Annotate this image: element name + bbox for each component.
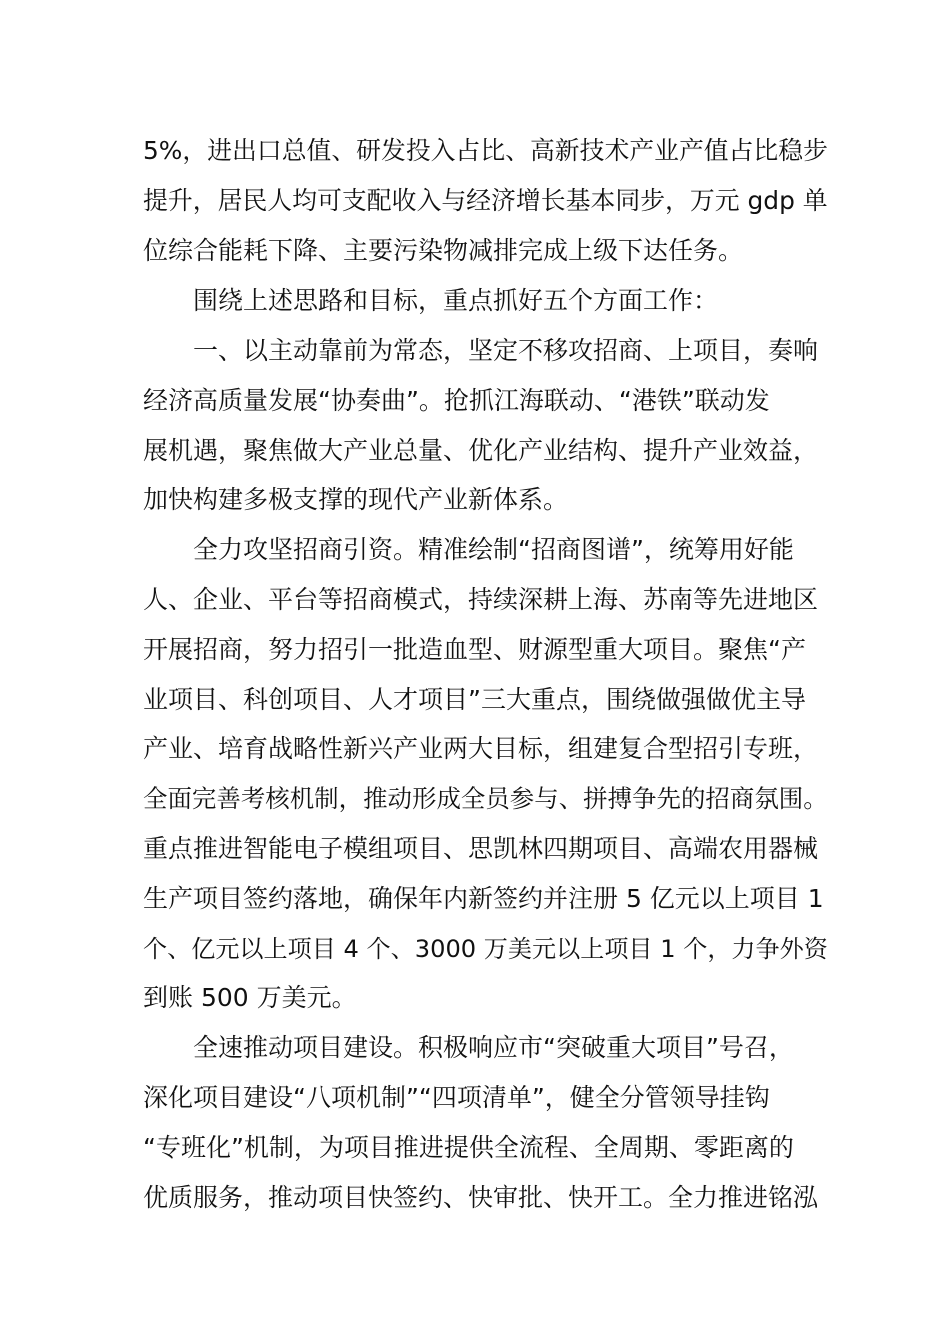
text-line-19: 全速推动项目建设。积极响应市“突破重大项目”号召， <box>193 1033 794 1062</box>
text-line-15: 重点推进智能电子模组项目、思凯林四期项目、高端农用器械 <box>143 834 819 863</box>
text-line-21: “专班化”机制，为项目推进提供全流程、全周期、零距离的 <box>143 1133 794 1162</box>
text-line-12: 业项目、科创项目、人才项目”三大重点，围绕做强做优主导 <box>143 685 806 714</box>
text-line-11: 开展招商，努力招引一批造血型、财源型重大项目。聚焦“产 <box>143 635 806 664</box>
text-line-10: 人、企业、平台等招商模式，持续深耕上海、苏南等先进地区 <box>143 585 819 614</box>
text-line-4: 围绕上述思路和目标，重点抓好五个方面工作： <box>193 286 719 315</box>
text-line-18: 到账 500 万美元。 <box>143 983 357 1012</box>
text-line-6: 经济高质量发展“协奏曲”。抢抓江海联动、“港铁”联动发 <box>143 386 770 415</box>
text-line-7: 展机遇，聚焦做大产业总量、优化产业结构、提升产业效益， <box>143 436 819 465</box>
text-line-14: 全面完善考核机制，推动形成全员参与、拼搏争先的招商氛围。 <box>143 784 828 813</box>
text-line-1: 5%，进出口总值、研发投入占比、高新技术产业产值占比稳步 <box>143 136 828 165</box>
text-line-3: 位综合能耗下降、主要污染物减排完成上级下达任务。 <box>143 236 744 265</box>
text-line-8: 加快构建多极支撑的现代产业新体系。 <box>143 485 569 514</box>
text-line-17: 个、亿元以上项目 4 个、3000 万美元以上项目 1 个，力争外资 <box>143 935 828 963</box>
text-line-9: 全力攻坚招商引资。精准绘制“招商图谱”，统筹用好能 <box>193 535 794 564</box>
text-line-16: 生产项目签约落地，确保年内新签约并注册 5 亿元以上项目 1 <box>143 884 824 913</box>
text-line-2: 提升，居民人均可支配收入与经济增长基本同步，万元 gdp 单 <box>143 186 828 215</box>
text-line-13: 产业、培育战略性新兴产业两大目标，组建复合型招引专班， <box>143 734 819 763</box>
text-line-22: 优质服务，推动项目快签约、快审批、快开工。全力推进铭泓 <box>143 1183 819 1212</box>
text-line-5: 一、以主动靠前为常态，坚定不移攻招商、上项目，奏响 <box>193 336 819 365</box>
text-line-20: 深化项目建设“八项机制”“四项清单”，健全分管领导挂钩 <box>143 1083 770 1112</box>
